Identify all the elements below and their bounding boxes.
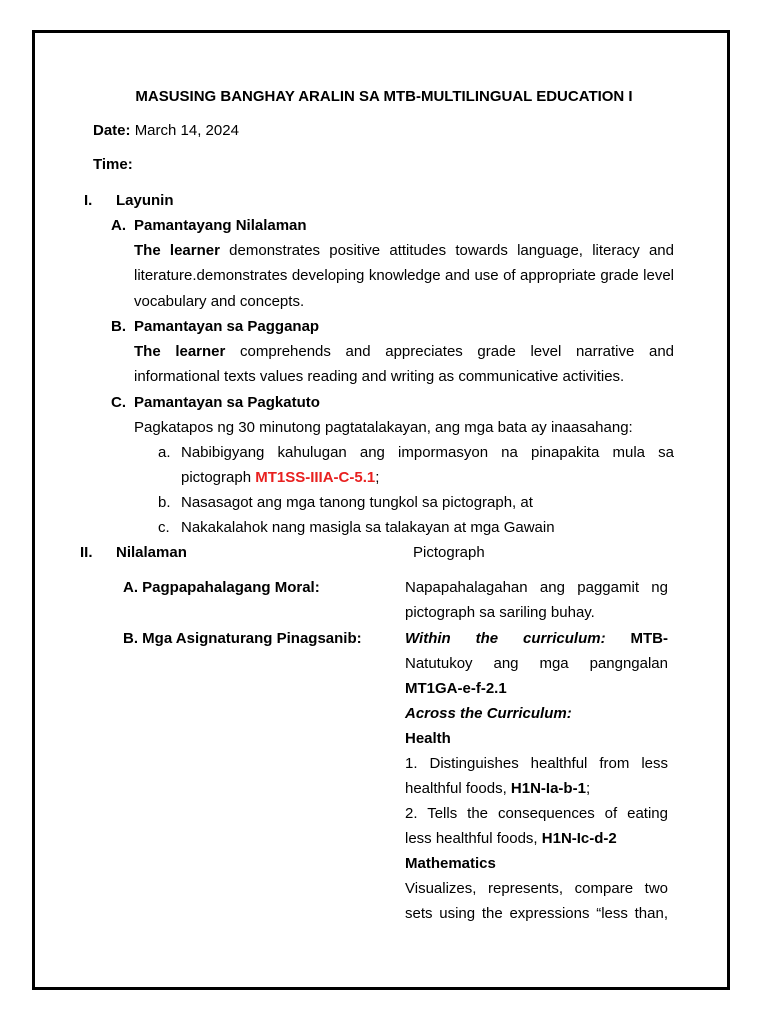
math-line2: sets using the expressions “less than,	[405, 905, 668, 922]
section2b-label: B. Mga Asignaturang Pinagsanib:	[123, 630, 362, 647]
section2a-line1: Napapahalagahan ang paggamit ng	[405, 579, 668, 596]
section1b-letter: B.	[111, 318, 126, 335]
time-label: Time:	[93, 156, 133, 173]
date-row	[93, 118, 239, 143]
objective-a-line1: Nabibigyang kahulugan ang impormasyon na pinapakita mula sa	[181, 444, 674, 461]
section1b-paragraph	[134, 339, 674, 390]
within-curriculum-line	[405, 626, 668, 651]
section2-title: Nilalaman	[116, 544, 187, 561]
objective-a-letter: a.	[158, 444, 171, 461]
within-subject: MTB-	[630, 630, 668, 647]
section1c-letter: C.	[111, 394, 126, 411]
objective-c-letter: c.	[158, 519, 170, 536]
section1a-title: Pamantayang Nilalaman	[134, 217, 307, 234]
section1-number: I.	[84, 192, 93, 209]
health2-line2: less healthful foods, H1N-Ic-d-2	[405, 830, 617, 847]
section2a-line2: pictograph sa sariling buhay.	[405, 604, 595, 621]
date-value: March 14, 2024	[134, 122, 239, 139]
document-title: MASUSING BANGHAY ARALIN SA MTB-MULTILINGUAL EDUCATION I	[135, 88, 633, 105]
health1-line2: healthful foods, H1N-Ia-b-1;	[405, 780, 591, 797]
section1b-text: comprehends and appreciates grade level narrative and informational texts values reading and writing as communicative activities.	[134, 343, 674, 386]
health2-code: H1N-Ic-d-2	[541, 830, 617, 847]
health2-line1: 2. Tells the consequences of eating	[405, 805, 668, 822]
objective-a-code: MT1SS-IIIA-C-5.1	[255, 469, 376, 486]
section1a-lead: The learner	[134, 242, 220, 259]
section1a-letter: A.	[111, 217, 126, 234]
date-label: Date:	[93, 122, 131, 139]
within-line2: Natutukoy ang mga pangngalan	[405, 655, 668, 672]
health1-line1: 1. Distinguishes healthful from less	[405, 755, 668, 772]
section2-topic: Pictograph	[413, 544, 485, 561]
section2-number: II.	[80, 544, 93, 561]
within-curriculum-label: Within the curriculum:	[405, 630, 606, 647]
health-label: Health	[405, 730, 451, 747]
section1c-title: Pamantayan sa Pagkatuto	[134, 394, 320, 411]
section1b-title: Pamantayan sa Pagganap	[134, 318, 320, 335]
math-line1: Visualizes, represents, compare two	[405, 880, 668, 897]
section1b-lead: The learner	[134, 343, 226, 360]
math-label: Mathematics	[405, 855, 496, 872]
objective-a-line2: pictograph MT1SS-IIIA-C-5.1;	[181, 469, 380, 486]
objective-c-text: Nakakalahok nang masigla sa talakayan at mga Gawain	[181, 519, 555, 536]
objective-b-text: Nasasagot ang mga tanong tungkol sa pictograph, at	[181, 494, 533, 511]
section1a-paragraph	[134, 238, 674, 314]
section1-title: Layunin	[116, 192, 174, 209]
within-code: MT1GA-e-f-2.1	[405, 680, 507, 697]
objective-b-letter: b.	[158, 494, 171, 511]
across-curriculum-label: Across the Curriculum:	[405, 705, 572, 722]
health1-code: H1N-Ia-b-1	[510, 780, 586, 797]
section1a-text: demonstrates positive attitudes towards language, literacy and literature.demonstrates developing knowledge and use of appropriate grade level vocabulary and concepts.	[134, 242, 674, 310]
section1c-intro: Pagkatapos ng 30 minutong pagtatalakayan, ang mga bata ay inaasahang:	[134, 419, 633, 436]
section2a-label: A. Pagpapahalagang Moral:	[123, 579, 320, 596]
